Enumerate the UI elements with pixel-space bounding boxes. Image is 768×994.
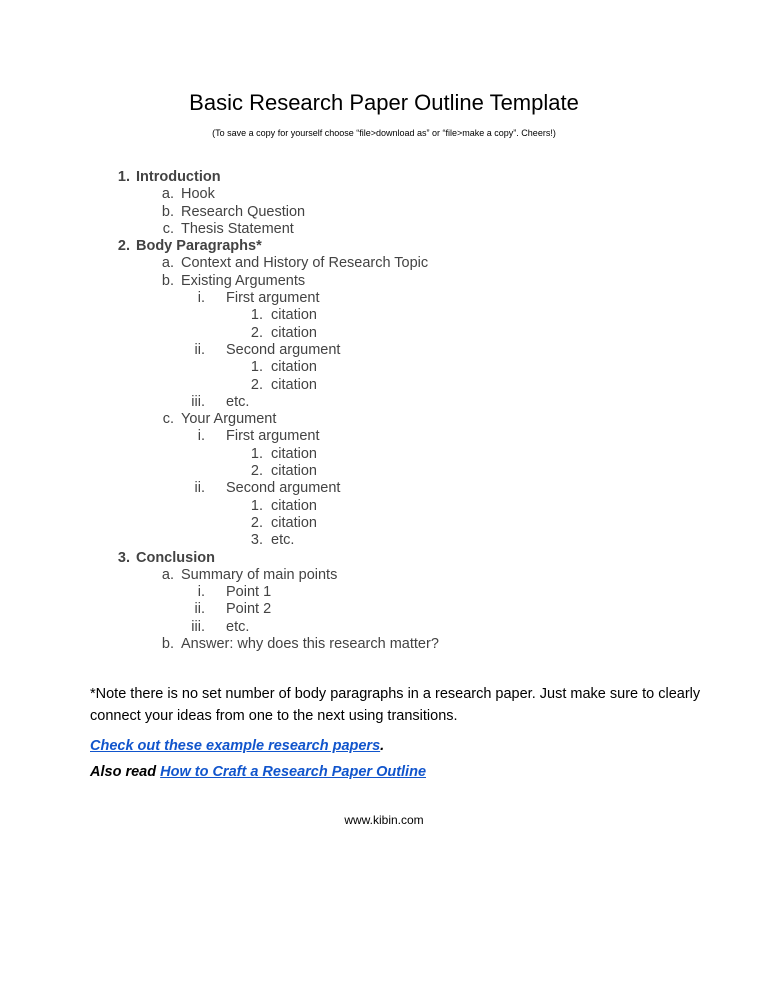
outline-item-text: First argument [226, 290, 320, 307]
outline-item [0, 359, 768, 376]
outline-item [0, 428, 768, 445]
outline-item-marker: 2. [117, 238, 130, 255]
outline-item-text: First argument [226, 428, 320, 445]
outline-item [0, 290, 768, 307]
outline-item-text: Second argument [226, 480, 341, 497]
outline-item [0, 342, 768, 359]
outline-item-text: etc. [226, 618, 250, 635]
outline-item-marker: ii. [194, 601, 205, 618]
outline-item [0, 255, 768, 272]
outline-guide-link[interactable]: How to Craft a Research Paper Outline [160, 764, 427, 780]
outline-item [0, 273, 768, 290]
note-paragraph: *Note there is no set number of body paragraphs in a research paper. Just make sure to clearly connect your ideas from one to the next using transitions. [90, 686, 701, 724]
outline-item-marker: a. [161, 186, 174, 203]
outline-item-marker: ii. [194, 480, 205, 497]
outline-item-marker: a. [161, 255, 174, 272]
outline-item-text: citation [271, 324, 317, 341]
outline-item-marker: 2. [250, 324, 263, 341]
outline-item-marker: iii. [191, 393, 205, 410]
outline-item-marker: i. [197, 290, 205, 307]
also-read-line [90, 762, 426, 782]
outline-item-marker: i. [197, 428, 205, 445]
outline-item-marker: 1. [117, 169, 130, 185]
outline-item-marker: b. [161, 203, 174, 220]
outline-item-marker: iii. [191, 618, 205, 635]
outline-item [0, 601, 768, 618]
outline-item-marker: c. [162, 220, 174, 237]
outline-item-marker: 1. [250, 497, 263, 514]
outline-item-text: citation [271, 445, 317, 462]
example-papers-suffix: . [380, 738, 385, 754]
outline-item [0, 498, 768, 515]
outline-item-text: citation [271, 463, 317, 480]
outline-item [0, 221, 768, 238]
outline-item [0, 515, 768, 532]
outline-item-text: citation [271, 376, 317, 393]
outline-item-text: Point 1 [226, 584, 272, 601]
footer-url: www.kibin.com [344, 813, 424, 827]
outline-item-marker: a. [161, 566, 174, 583]
outline-item [0, 204, 768, 221]
example-papers-line [90, 736, 384, 756]
outline-item-marker: 2. [250, 463, 263, 480]
outline-list [0, 169, 768, 653]
outline-item [0, 394, 768, 411]
outline-item-marker: 3. [117, 549, 130, 566]
outline-item-text: Your Argument [181, 411, 277, 428]
page-title: Basic Research Paper Outline Template [189, 90, 579, 115]
outline-item [0, 377, 768, 394]
outline-item [0, 325, 768, 342]
outline-item-text: Thesis Statement [181, 220, 294, 237]
outline-item-text: Body Paragraphs* [136, 238, 262, 255]
outline-item-marker: 1. [250, 307, 263, 324]
outline-item-text: Point 2 [226, 601, 272, 618]
outline-item-text: Second argument [226, 341, 341, 358]
outline-item-marker: 2. [250, 376, 263, 393]
outline-item-marker: 3. [250, 532, 263, 549]
outline-item-marker: 1. [250, 359, 263, 376]
outline-item [0, 186, 768, 203]
outline-item [0, 567, 768, 584]
also-read-prefix: Also read [90, 764, 161, 780]
outline-item-text: citation [271, 359, 317, 376]
outline-item-text: etc. [271, 532, 295, 549]
outline-item [0, 411, 768, 428]
outline-item [0, 619, 768, 636]
outline-item-marker: b. [161, 636, 174, 653]
outline-item-text: citation [271, 514, 317, 531]
outline-item-text: etc. [226, 393, 250, 410]
outline-item-text: Summary of main points [181, 566, 338, 583]
outline-item [0, 550, 768, 567]
outline-item-text: Context and History of Research Topic [181, 255, 429, 272]
page-subtitle: (To save a copy for yourself choose “file>download as” or “file>make a copy”. Cheers!) [212, 128, 556, 138]
outline-item-marker: c. [162, 411, 174, 428]
outline-item-text: Hook [181, 186, 215, 203]
example-papers-link[interactable]: Check out these example research papers [90, 738, 381, 754]
outline-item [0, 636, 768, 653]
outline-item [0, 446, 768, 463]
outline-item-text: citation [271, 307, 317, 324]
outline-item-marker: b. [161, 272, 174, 289]
outline-item [0, 238, 768, 255]
outline-item-marker: 1. [250, 445, 263, 462]
outline-item [0, 532, 768, 549]
outline-item-text: Answer: why does this research matter? [181, 636, 439, 653]
outline-item-marker: i. [197, 584, 205, 601]
outline-item-text: Existing Arguments [181, 272, 306, 289]
outline-item-text: citation [271, 497, 317, 514]
outline-item [0, 480, 768, 497]
outline-item-marker: ii. [194, 341, 205, 358]
outline-item-text: Research Question [181, 203, 306, 220]
outline-item [0, 463, 768, 480]
outline-item [0, 307, 768, 324]
outline-item-marker: 2. [250, 514, 263, 531]
outline-item [0, 584, 768, 601]
outline-item-text: Introduction [136, 169, 221, 185]
outline-item-text: Conclusion [136, 549, 215, 566]
outline-item [0, 169, 768, 186]
